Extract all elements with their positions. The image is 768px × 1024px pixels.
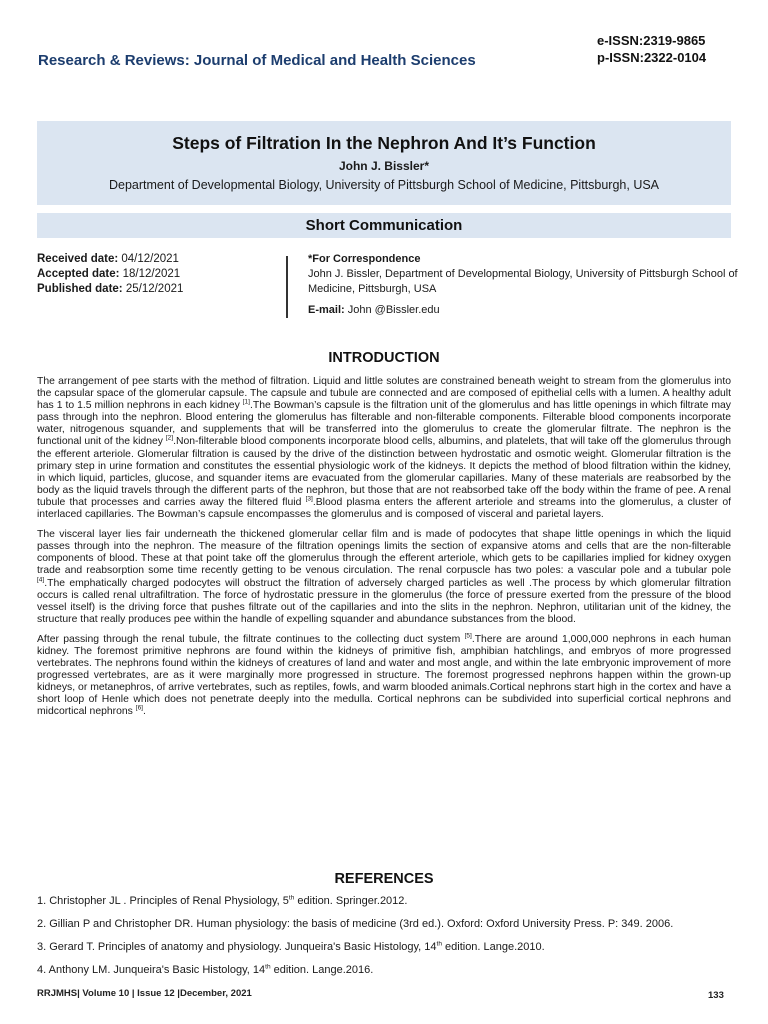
accepted-date: Accepted date: 18/12/2021: [37, 268, 181, 280]
citation-4[interactable]: [4]: [37, 576, 45, 584]
references-heading: REFERENCES: [334, 871, 434, 887]
eissn: e-ISSN:2319-9865: [597, 33, 706, 48]
reference-item: 1. Christopher JL . Principles of Renal Physiology, 5th edition. Springer.2012.: [37, 894, 408, 907]
article-affiliation: Department of Developmental Biology, University of Pittsburgh School of Medicine, Pittsburgh, USA: [108, 178, 660, 192]
paragraph-3: After passing through the renal tubule, the filtrate continues to the collecting duct system [5].There are around 1,000,000 nephrons in each human kidney. The foremost primitive nephrons are found within the kidneys of primitive fish, amphibian hatchlings, and embryos of more progressed vertebrates. The nephrons found within the kidneys of creatures of land and water and most angle, and within the late embryonic improvement of more progressed vertebrates, are as it were marginally more progressed in structure. The foremost progressed nephrons happen within the grown-up kidneys, or metanephros, of arrive vertebrates, such as reptiles, fowls, and warm blooded animals.Cortical nephrons start high in the cortex and have a short loop of Henle which does not penetrate deeply into the medulla. Cortical nephrons can be subdivided into superficial cortical nephrons and midcortical nephrons [6].: [37, 632, 731, 718]
introduction-body: [37, 376, 731, 727]
paragraph-1: The arrangement of pee starts with the method of filtration. Liquid and little solutes are constrained beneath weight to stream from the glomerulus into the capsular space of the glomerular capsule. The capsule and tubule are connected and are composed of epithelial cells with a lumen. A healthy adult has 1 to 1.5 million nephrons in each kidney [1].The Bowman’s capsule is the filtration unit of the glomerulus and has little openings in which filtrate may pass through into the nephron. Blood entering the glomerulus has filterable and non-filterable components. Filterable blood components incorporate water, nitrogenous squander, and supplements that will be transferred into the glomerulus to create the glomerular filtrate. The nephron is the functional unit of the kidney [2].Non-filterable blood components incorporate blood cells, albumins, and platelets, that will take off the glomerulus through the efferent arteriole. Glomerular filtration is caused by the drive of the distinction between hydrostatic and osmotic weight. Glomerular filtration is the primary step in urine formation and constitutes the essential physiologic work of the kidneys. It depicts the method of blood filtration within the kidney, in which liquid, particles, glucose, and squander items are evacuated from the glomerular capillaries. Many of these materials are reabsorbed by the body as the liquid travels through the different parts of the nephron, but those that are not reabsorbed take off the body within the frame of pee. A renal tubule that processes and carries away the filtered fluid [3].Blood plasma enters the afferent arteriole and streams into the glomerulus, a cluster of interlaced capillaries. The Bowman’s capsule encompasses the glomerulus and is composed of visceral and parietal layers.: [37, 376, 731, 521]
pissn: p-ISSN:2322-0104: [597, 50, 707, 65]
citation-3[interactable]: [3]: [305, 495, 313, 503]
correspondence-text: John J. Bissler, Department of Developmental Biology, University of Pittsburgh School of Medicine, Pittsburgh, USA: [308, 268, 738, 295]
reference-item: 4. Anthony LM. Junqueira's Basic Histology, 14th edition. Lange.2016.: [37, 963, 374, 976]
references-list: [37, 894, 737, 986]
article-dates: [37, 252, 183, 297]
issn-block: [597, 32, 706, 66]
introduction-heading: INTRODUCTION: [328, 350, 440, 366]
divider-line: [286, 256, 288, 318]
footer-citation: RRJMHS| Volume 10 | Issue 12 |December, 2021: [37, 988, 252, 999]
journal-title: Research & Reviews: Journal of Medical and Health Sciences: [38, 52, 476, 69]
article-author: John J. Bissler*: [338, 159, 430, 173]
reference-item: 3. Gerard T. Principles of anatomy and physiology. Junqueira's Basic Histology, 14th edition. Lange.2010.: [37, 940, 545, 953]
citation-5[interactable]: [5]: [464, 632, 472, 640]
article-title: Steps of Filtration In the Nephron And It’s Function: [172, 133, 596, 153]
citation-6[interactable]: [6]: [135, 704, 143, 712]
correspondence-heading: *For Correspondence: [308, 253, 421, 265]
received-date: Received date: 04/12/2021: [37, 253, 179, 265]
correspondence-email: E-mail: John @Bissler.edu: [308, 304, 440, 316]
article-type-banner: Short Communication: [37, 213, 731, 238]
email-link[interactable]: John @Bissler.edu: [347, 304, 440, 316]
citation-2[interactable]: [2]: [165, 435, 174, 442]
correspondence-block: [308, 252, 738, 318]
published-date: Published date: 25/12/2021: [37, 283, 184, 295]
title-box: [37, 121, 731, 205]
reference-item: 2. Gillian P and Christopher DR. Human physiology: the basis of medicine (3rd ed.). Oxford: Oxford University Press. P: 349. 2006.: [37, 918, 674, 930]
paragraph-2: The visceral layer lies fair underneath the thickened glomerular cellar film and is made of podocytes that shape little openings in which the liquid passes through into the nephron. The measure of the filtration openings limits the section of expansive atoms and cells that are the non-filterable components of blood. These at that point take off the glomerulus through the efferent arteriole, which gets to be capillaries implied for kidney oxygen trade and reabsorption some time recently getting to be venous circulation. The renal corpuscle has two poles: a vascular pole and a tubular pole [4].The emphatically charged podocytes will obstruct the filtration of adversely charged particles as well .The process by which glomerular filtration occurs is called renal ultrafiltration. The force of hydrostatic pressure in the glomerulus (the force of pressure exerted from the pressure of the blood vessel itself) is the driving force that pushes filtrate out of the capillaries and into the slits in the nephron. Nephron, utilitarian unit of the kidney, the structure that really produces pee within the handle of expelling squander and abundance substances from the blood.: [37, 529, 731, 625]
page-number: 133: [708, 990, 724, 1001]
citation-1[interactable]: [1]: [242, 398, 250, 406]
